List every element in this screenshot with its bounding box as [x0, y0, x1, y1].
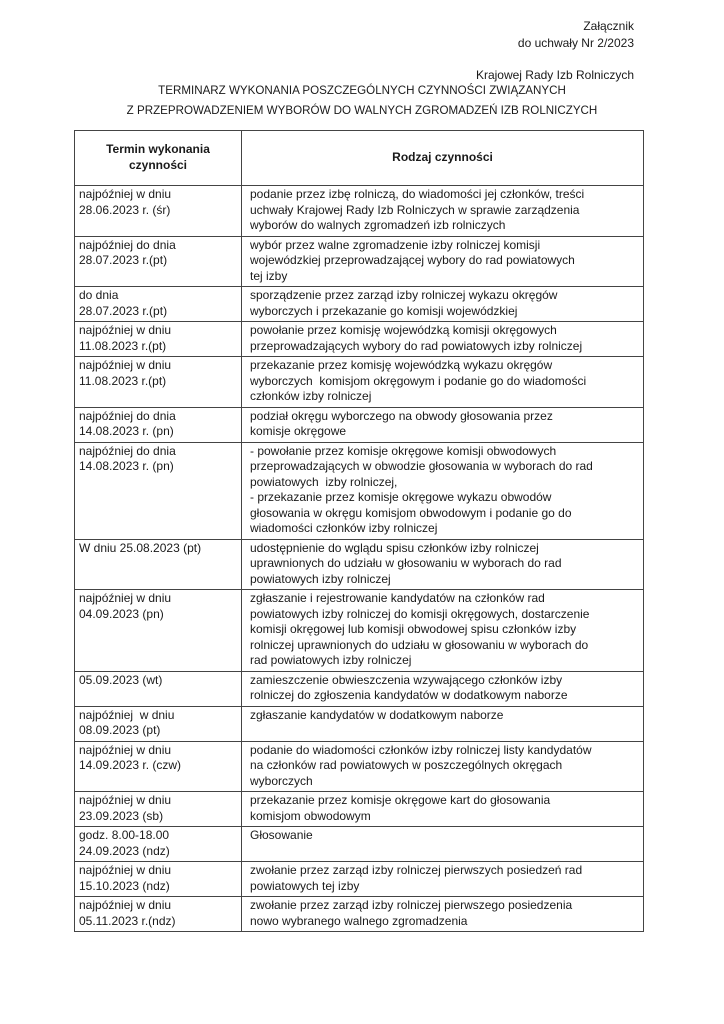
action-line: rolniczej uprawnionych do udziału w głosowaniu w wyborach do	[250, 637, 589, 652]
action-line: przekazanie przez komisję wojewódzką wykazu okręgów	[250, 358, 553, 372]
action-line: - przekazanie przez komisje okręgowe wykazu obwodów	[250, 490, 552, 504]
action-line: zwołanie przez zarząd izby rolniczej pierwszych posiedzeń rad	[250, 863, 583, 877]
term-line: 11.08.2023 r.(pt)	[79, 373, 167, 388]
table-body	[75, 186, 644, 932]
term-cell	[75, 741, 242, 792]
action-cell	[242, 186, 644, 237]
attachment-note	[518, 18, 634, 52]
term-line: 15.10.2023 (ndz)	[79, 878, 170, 893]
action-line: Głosowanie	[250, 828, 313, 842]
action-line: podanie przez izbę rolniczą, do wiadomości jej członków, treści	[250, 187, 585, 201]
action-cell	[242, 407, 644, 442]
term-line: W dniu 25.08.2023 (pt)	[79, 540, 202, 555]
table-row	[75, 792, 644, 827]
action-line: - powołanie przez komisje okręgowe komisji obwodowych	[250, 443, 557, 458]
term-line: najpóźniej do dnia	[79, 237, 176, 252]
term-cell	[75, 442, 242, 539]
action-line: przeprowadzających wybory do rad powiatowych izby rolniczej	[250, 338, 583, 353]
table-row	[75, 741, 644, 792]
term-line: najpóźniej w dniu	[79, 707, 175, 722]
action-line: wiadomości członków izby rolniczej	[250, 521, 438, 535]
table-row	[75, 590, 644, 672]
action-line: uprawnionych do udziału w głosowaniu w wyborach do rad	[250, 556, 562, 570]
action-line: zwołanie przez zarząd izby rolniczej pierwszego posiedzenia	[250, 898, 573, 912]
term-line: najpóźniej w dniu	[79, 187, 172, 201]
action-line: rolniczej do zgłoszenia kandydatów w dodatkowym naborze	[250, 688, 568, 702]
action-line: wyborów do walnych zgromadzeń izb rolniczych	[250, 218, 506, 232]
term-cell	[75, 236, 242, 287]
term-line: do dnia	[79, 288, 119, 302]
action-line: nowo wybranego walnego zgromadzenia	[250, 913, 468, 928]
action-line: wyborczych komisjom okręgowym i podanie go do wiadomości	[250, 373, 587, 388]
term-cell	[75, 186, 242, 237]
title-line-2: Z PRZEPROWADZENIEM WYBORÓW DO WALNYCH ZGROMADZEŃ IZB ROLNICZYCH	[126, 104, 598, 117]
header-action: Rodzaj czynności	[242, 131, 644, 186]
term-cell	[75, 590, 242, 672]
action-line: wybór przez walne zgromadzenie izby rolniczej komisji	[250, 237, 541, 252]
action-line: komisjom obwodowym	[250, 808, 371, 823]
action-line: przeprowadzających w obwodzie głosowania w wyborach do rad	[250, 459, 593, 473]
term-cell	[75, 407, 242, 442]
table-row	[75, 827, 644, 862]
action-cell	[242, 706, 644, 741]
term-line: 04.09.2023 (pn)	[79, 606, 164, 621]
attachment-line-2: do uchwały Nr 2/2023	[517, 36, 634, 50]
term-line: najpóźniej do dnia	[79, 408, 176, 423]
term-cell	[75, 322, 242, 357]
table-row	[75, 186, 644, 237]
schedule-table	[74, 130, 644, 932]
action-cell	[242, 792, 644, 827]
table-row	[75, 442, 644, 539]
action-line: rad powiatowych izby rolniczej	[250, 653, 412, 667]
term-cell	[75, 827, 242, 862]
term-line: godz. 8.00-18.00	[79, 828, 170, 842]
term-line: najpóźniej w dniu	[79, 591, 172, 605]
table-row	[75, 897, 644, 932]
term-cell	[75, 862, 242, 897]
attachment-line-3: Krajowej Rady Izb Rolniczych	[475, 68, 634, 82]
action-cell	[242, 322, 644, 357]
action-cell	[242, 827, 644, 862]
term-line: 14.08.2023 r. (pn)	[79, 424, 174, 438]
table-header-row	[75, 131, 644, 186]
term-line: 28.07.2023 r.(pt)	[79, 253, 168, 267]
table-row	[75, 287, 644, 322]
term-cell	[75, 287, 242, 322]
term-line: 24.09.2023 (ndz)	[79, 843, 170, 858]
term-line: najpóźniej do dnia	[79, 443, 176, 458]
action-line: sporządzenie przez zarząd izby rolniczej wykazu okręgów	[250, 288, 558, 302]
term-line: 14.09.2023 r. (czw)	[79, 758, 182, 772]
table-row	[75, 322, 644, 357]
table-row	[75, 706, 644, 741]
term-cell	[75, 792, 242, 827]
action-line: wyborczych	[250, 773, 313, 788]
term-cell	[75, 706, 242, 741]
term-line: 05.09.2023 (wt)	[79, 672, 163, 687]
attachment-line-1: Załącznik	[583, 19, 634, 33]
title-line-1: TERMINARZ WYKONANIA POSZCZEGÓLNYCH CZYNNOŚCI ZWIĄZANYCH	[158, 84, 566, 97]
action-cell	[242, 590, 644, 672]
term-cell	[75, 539, 242, 590]
action-cell	[242, 442, 644, 539]
action-line: powołanie przez komisję wojewódzką komisji okręgowych	[250, 323, 557, 337]
term-line: najpóźniej w dniu	[79, 863, 172, 877]
action-line: zgłaszanie i rejestrowanie kandydatów na członków rad	[250, 591, 545, 605]
term-line: 08.09.2023 (pt)	[79, 723, 161, 737]
action-line: komisje okręgowe	[250, 424, 347, 438]
action-line: na członków rad powiatowych w poszczególnych okręgach	[250, 758, 563, 772]
action-line: powiatowych izby rolniczej do komisji okręgowych, dostarczenie	[250, 606, 590, 621]
action-line: podział okręgu wyborczego na obwody głosowania przez	[250, 408, 553, 423]
term-line: najpóźniej w dniu	[79, 793, 172, 807]
action-line: głosowania w okręgu komisjom obwodowym i podanie go do	[250, 505, 572, 520]
term-line: 14.08.2023 r. (pn)	[79, 459, 174, 473]
table-row	[75, 671, 644, 706]
term-line: najpóźniej w dniu	[79, 323, 172, 337]
term-cell	[75, 671, 242, 706]
term-line: 11.08.2023 r.(pt)	[79, 338, 167, 353]
action-line: zgłaszanie kandydatów w dodatkowym naborze	[250, 707, 504, 722]
action-line: zamieszczenie obwieszczenia wzywającego członków izby	[250, 672, 563, 687]
header-term	[75, 131, 242, 186]
term-line: najpóźniej w dniu	[79, 898, 172, 912]
action-cell	[242, 287, 644, 322]
action-cell	[242, 539, 644, 590]
header-term-line-2: czynności	[128, 157, 188, 172]
term-line: 28.06.2023 r. (śr)	[79, 202, 171, 217]
action-line: komisji okręgowej lub komisji obwodowej spisu członków izby	[250, 622, 577, 636]
action-cell	[242, 741, 644, 792]
action-line: powiatowych tej izby	[250, 878, 360, 893]
table-row	[75, 357, 644, 408]
term-line: najpóźniej w dniu	[79, 742, 172, 757]
header-term-line-1: Termin wykonania	[106, 142, 210, 156]
action-line: udostępnienie do wglądu spisu członków izby rolniczej	[250, 540, 539, 555]
document-title	[70, 81, 654, 121]
term-line: 28.07.2023 r.(pt)	[79, 303, 168, 318]
action-line: wyborczych i przekazanie go komisji wojewódzkiej	[250, 303, 518, 318]
term-line: najpóźniej w dniu	[79, 358, 172, 372]
term-cell	[75, 357, 242, 408]
action-line: podanie do wiadomości członków izby rolniczej listy kandydatów	[250, 742, 592, 757]
action-cell	[242, 897, 644, 932]
action-line: powiatowych izby rolniczej	[250, 571, 391, 586]
action-line: powiatowych izby rolniczej,	[250, 474, 398, 489]
action-line: członków izby rolniczej	[250, 389, 372, 403]
table-row	[75, 236, 644, 287]
action-cell	[242, 862, 644, 897]
action-cell	[242, 236, 644, 287]
table-row	[75, 862, 644, 897]
term-cell	[75, 897, 242, 932]
action-line: uchwały Krajowej Rady Izb Rolniczych w sprawie zarządzenia	[250, 202, 580, 217]
action-line: przekazanie przez komisje okręgowe kart do głosowania	[250, 793, 551, 807]
action-line: tej izby	[250, 268, 288, 283]
action-line: wojewódzkiej przeprowadzającej wybory do rad powiatowych	[250, 253, 575, 267]
term-line: 05.11.2023 r.(ndz)	[79, 913, 176, 928]
action-cell	[242, 671, 644, 706]
term-line: 23.09.2023 (sb)	[79, 808, 164, 823]
table-row	[75, 539, 644, 590]
table-row	[75, 407, 644, 442]
action-cell	[242, 357, 644, 408]
